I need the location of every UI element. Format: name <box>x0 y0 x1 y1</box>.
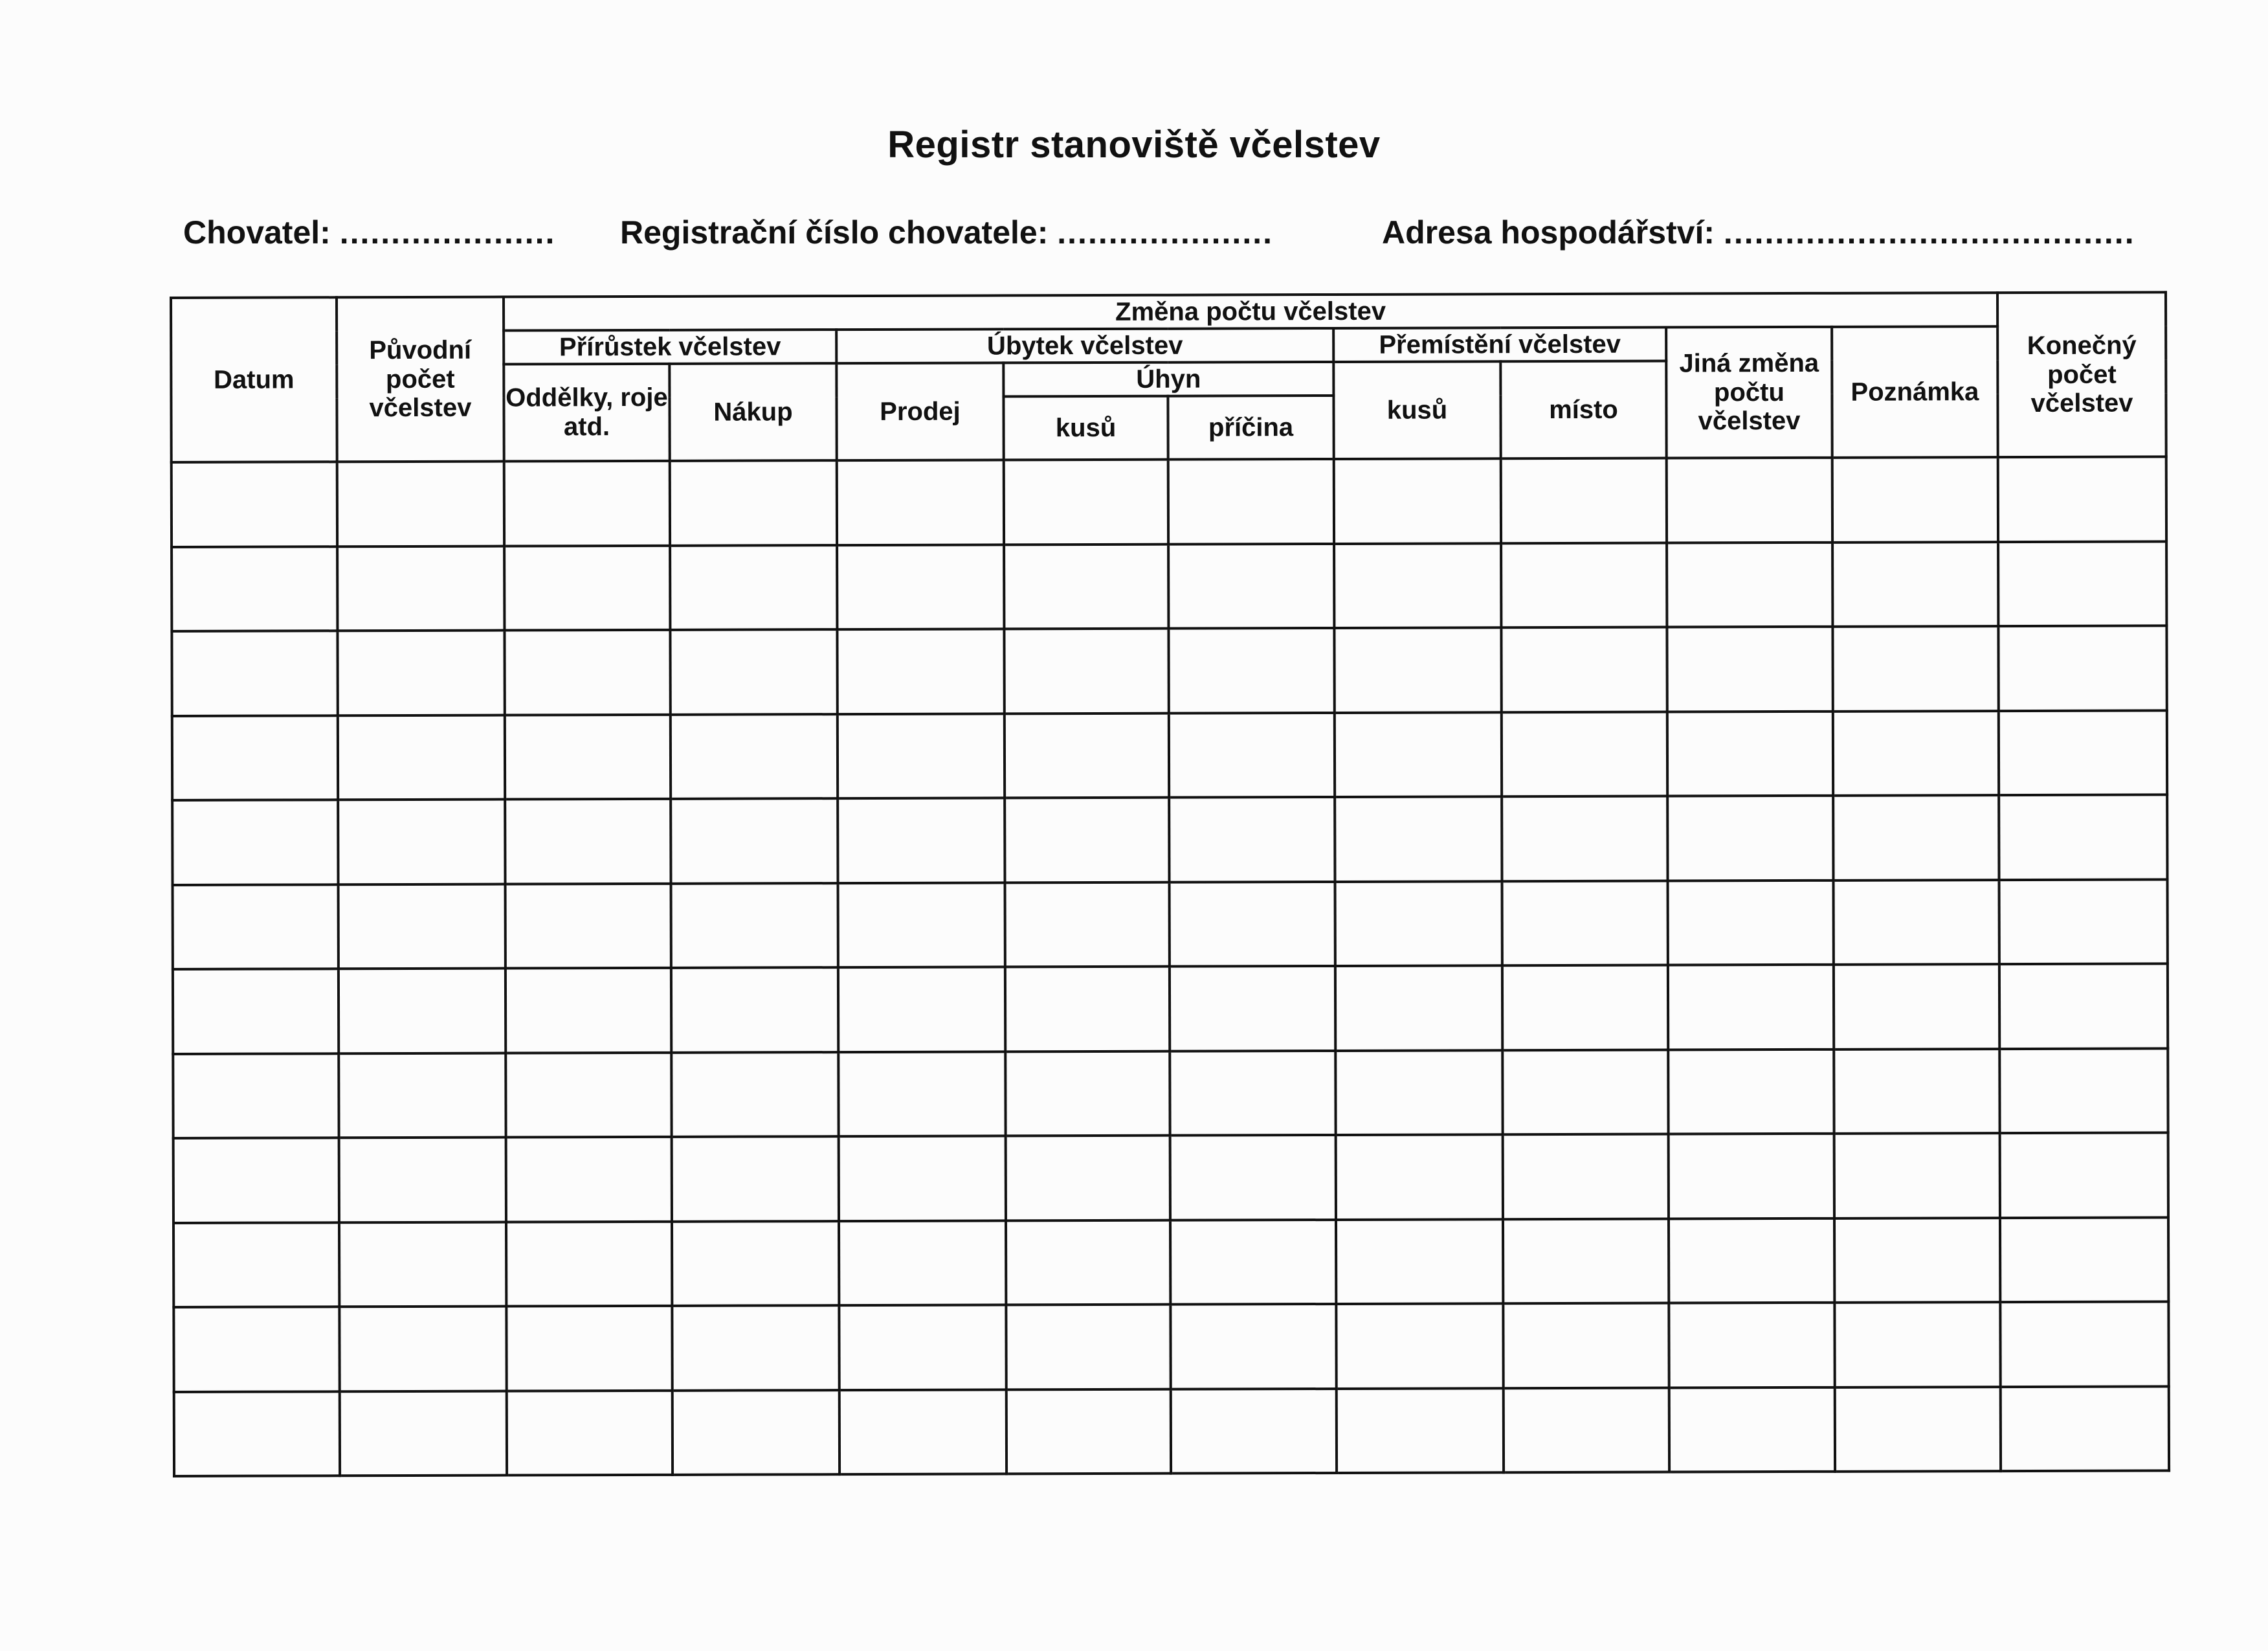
table-cell[interactable] <box>1168 459 1334 544</box>
table-cell[interactable] <box>1171 1388 1337 1473</box>
table-cell[interactable] <box>1669 1134 1834 1219</box>
table-cell[interactable] <box>1004 544 1168 629</box>
header-prirustek: Přírůstek včelstev <box>504 330 836 364</box>
header-konecny-pocet: Konečný počet včelstev <box>1997 292 2166 457</box>
farm-address-blank[interactable]: ........................................ <box>1723 214 2135 251</box>
header-jina-zmena: Jiná změna počtu včelstev <box>1666 327 1832 458</box>
table-cell[interactable] <box>1502 1050 1668 1134</box>
table-row <box>173 1217 2168 1307</box>
header-oddelky: Oddělky, roje atd. <box>504 364 669 462</box>
table-cell[interactable] <box>1998 541 2166 626</box>
header-prodej: Prodej <box>836 363 1003 460</box>
table-cell[interactable] <box>174 1391 340 1476</box>
table-cell[interactable] <box>173 1307 339 1391</box>
table-cell[interactable] <box>507 1390 673 1475</box>
table-row <box>172 625 2166 715</box>
chovatel-field[interactable] <box>183 214 555 251</box>
header-puvodni-pocet: Původní počet včelstev <box>337 297 504 462</box>
table-cell[interactable] <box>1667 627 1832 712</box>
table-cell[interactable] <box>1998 625 2166 710</box>
table-cell[interactable] <box>1501 543 1667 627</box>
table-cell[interactable] <box>506 968 671 1053</box>
table-cell[interactable] <box>338 715 505 800</box>
table-cell[interactable] <box>173 1222 339 1307</box>
header-ubytek: Úbytek včelstev <box>836 328 1333 363</box>
table-cell[interactable] <box>1502 881 1668 965</box>
table-cell[interactable] <box>670 629 837 714</box>
registration-number-label: Registrační číslo chovatele: <box>620 214 1049 251</box>
table-cell[interactable] <box>1669 1303 1834 1387</box>
table-cell[interactable] <box>1832 457 1998 542</box>
table-row <box>173 1301 2168 1391</box>
table-cell[interactable] <box>1999 794 2167 879</box>
chovatel-label: Chovatel: <box>183 214 331 251</box>
table-cell[interactable] <box>1336 1303 1503 1388</box>
table-row <box>172 794 2167 884</box>
table-cell[interactable] <box>1336 1134 1503 1219</box>
table-cell[interactable] <box>337 546 504 631</box>
registration-number-field[interactable] <box>620 214 1273 251</box>
table-cell[interactable] <box>339 969 506 1053</box>
table-cell[interactable] <box>1005 967 1170 1051</box>
table-cell[interactable] <box>2000 1217 2168 1302</box>
table-cell[interactable] <box>671 883 838 968</box>
table-cell[interactable] <box>1502 796 1667 881</box>
farm-address-label: Adresa hospodářství: <box>1382 214 1715 251</box>
table-cell[interactable] <box>839 1305 1006 1389</box>
table-cell[interactable] <box>1832 542 1998 627</box>
table-row <box>173 963 2168 1053</box>
table-cell[interactable] <box>1005 1051 1170 1136</box>
table-row <box>172 710 2167 800</box>
header-uhyn-pricina: příčina <box>1168 396 1333 460</box>
table-cell[interactable] <box>1005 798 1169 882</box>
table-cell[interactable] <box>837 460 1004 545</box>
table-cell[interactable] <box>838 798 1005 882</box>
table-row <box>172 456 2166 546</box>
table-cell[interactable] <box>1833 795 1999 880</box>
table-cell[interactable] <box>1834 964 1999 1049</box>
table-cell[interactable] <box>839 1389 1006 1474</box>
table-cell[interactable] <box>172 546 337 631</box>
header-premisteni-kusu: kusů <box>1333 361 1500 459</box>
table-cell[interactable] <box>1667 711 1833 796</box>
table-cell[interactable] <box>1335 796 1502 881</box>
table-cell[interactable] <box>2000 1132 2168 1217</box>
table-cell[interactable] <box>1170 1135 1336 1220</box>
table-cell[interactable] <box>670 545 837 630</box>
table-cell[interactable] <box>505 714 671 799</box>
table-cell[interactable] <box>1170 966 1335 1051</box>
table-cell[interactable] <box>1834 880 1999 965</box>
table-cell[interactable] <box>172 800 338 884</box>
register-table <box>170 291 2170 1477</box>
table-cell[interactable] <box>337 631 504 715</box>
table-cell[interactable] <box>1999 1048 2168 1133</box>
table-cell[interactable] <box>1999 710 2167 795</box>
table-cell[interactable] <box>2001 1386 2169 1471</box>
table-cell[interactable] <box>506 1052 671 1137</box>
header-poznamka: Poznámka <box>1832 326 1998 458</box>
table-cell[interactable] <box>505 799 671 884</box>
header-zmena-poctu: Změna počtu včelstev <box>504 293 1997 330</box>
table-cell[interactable] <box>1999 963 2168 1048</box>
table-cell[interactable] <box>337 462 504 546</box>
table-cell[interactable] <box>173 1053 339 1138</box>
page-title: Registr stanoviště včelstev <box>887 124 1381 166</box>
table-cell[interactable] <box>340 1391 507 1476</box>
table-cell[interactable] <box>504 461 670 546</box>
table-cell[interactable] <box>1502 965 1668 1050</box>
table-cell[interactable] <box>837 545 1004 629</box>
table-cell[interactable] <box>339 1307 506 1391</box>
table-cell[interactable] <box>839 1136 1006 1220</box>
table-cell[interactable] <box>670 460 837 545</box>
table-cell[interactable] <box>1834 1218 2000 1303</box>
table-cell[interactable] <box>1835 1387 2001 1472</box>
table-cell[interactable] <box>1501 458 1667 543</box>
table-cell[interactable] <box>506 1137 672 1222</box>
table-row <box>173 1132 2168 1222</box>
table-cell[interactable] <box>1667 458 1832 543</box>
table-cell[interactable] <box>671 798 838 883</box>
table-cell[interactable] <box>1006 1136 1170 1220</box>
table-cell[interactable] <box>172 631 337 715</box>
table-row <box>173 879 2168 969</box>
table-cell[interactable] <box>1335 712 1502 797</box>
table-cell[interactable] <box>1669 1218 1834 1303</box>
table-cell[interactable] <box>1832 626 1998 711</box>
table-cell[interactable] <box>1834 1133 2000 1218</box>
registration-number-blank[interactable]: ..................... <box>1057 214 1273 251</box>
table-cell[interactable] <box>506 1221 672 1306</box>
header-uhyn: Úhyn <box>1003 362 1333 396</box>
header-uhyn-kusu: kusů <box>1003 396 1168 460</box>
table-cell[interactable] <box>1667 796 1833 881</box>
table-cell[interactable] <box>1004 460 1168 545</box>
table-cell[interactable] <box>1170 881 1335 966</box>
table-cell[interactable] <box>838 882 1005 967</box>
header-premisteni-misto: místo <box>1500 361 1666 459</box>
table-cell[interactable] <box>173 969 339 1053</box>
table-cell[interactable] <box>1334 627 1501 712</box>
table-cell[interactable] <box>1168 628 1334 713</box>
table-cell[interactable] <box>173 884 339 969</box>
table-cell[interactable] <box>671 714 838 799</box>
table-cell[interactable] <box>1169 712 1335 797</box>
table-cell[interactable] <box>1502 712 1667 796</box>
table-cell[interactable] <box>1834 1302 2000 1387</box>
header-premisteni: Přemístění včelstev <box>1333 328 1666 362</box>
table-cell[interactable] <box>506 883 671 968</box>
table-cell[interactable] <box>1501 627 1667 712</box>
table-cell[interactable] <box>1006 1389 1171 1474</box>
table-cell[interactable] <box>1006 1220 1170 1305</box>
table-cell[interactable] <box>1170 1304 1336 1389</box>
table-cell[interactable] <box>1335 1050 1502 1135</box>
table-cell[interactable] <box>1503 1134 1669 1219</box>
table-cell[interactable] <box>1998 456 2166 541</box>
table-cell[interactable] <box>673 1390 839 1475</box>
table-cell[interactable] <box>1005 882 1170 967</box>
table-cell[interactable] <box>1999 879 2168 964</box>
table-cell[interactable] <box>1668 880 1834 965</box>
table-cell[interactable] <box>339 884 506 969</box>
table-cell[interactable] <box>173 1138 339 1222</box>
table-cell[interactable] <box>672 1136 839 1221</box>
table-cell[interactable] <box>172 462 337 546</box>
table-cell[interactable] <box>838 713 1005 798</box>
table-cell[interactable] <box>1668 1049 1834 1134</box>
table-cell[interactable] <box>339 1222 506 1307</box>
chovatel-blank[interactable]: ..................... <box>339 214 556 251</box>
table-cell[interactable] <box>1503 1303 1669 1388</box>
table-row <box>174 1386 2169 1476</box>
header-datum: Datum <box>171 297 337 462</box>
farm-address-field[interactable] <box>1382 214 2135 251</box>
table-cell[interactable] <box>504 630 670 715</box>
table-cell[interactable] <box>1335 965 1502 1050</box>
table-cell[interactable] <box>1669 1387 1835 1472</box>
table-cell[interactable] <box>1668 965 1834 1050</box>
table-cell[interactable] <box>1334 458 1501 543</box>
table-cell[interactable] <box>339 1053 506 1138</box>
table-row <box>173 1048 2168 1138</box>
table-cell[interactable] <box>1337 1388 1504 1473</box>
table-header <box>171 292 2166 462</box>
table-cell[interactable] <box>1168 543 1334 628</box>
table-cell[interactable] <box>672 1305 839 1390</box>
table-row <box>172 541 2166 631</box>
table-cell[interactable] <box>1667 542 1832 627</box>
table-cell[interactable] <box>672 1221 839 1306</box>
table-cell[interactable] <box>838 967 1005 1051</box>
table-cell[interactable] <box>506 1306 672 1391</box>
table-cell[interactable] <box>1503 1219 1669 1303</box>
table-cell[interactable] <box>338 800 505 884</box>
table-cell[interactable] <box>1005 713 1169 798</box>
table-cell[interactable] <box>2000 1301 2168 1386</box>
table-cell[interactable] <box>1006 1305 1170 1389</box>
table-cell[interactable] <box>1334 543 1501 628</box>
table-cell[interactable] <box>1170 1219 1336 1304</box>
table-cell[interactable] <box>1834 1049 1999 1134</box>
table-cell[interactable] <box>339 1138 506 1222</box>
table-cell[interactable] <box>1335 881 1502 966</box>
table-body <box>172 456 2169 1476</box>
table-cell[interactable] <box>1504 1387 1669 1472</box>
table-cell[interactable] <box>1169 797 1335 882</box>
table-cell[interactable] <box>1833 711 1999 796</box>
header-nakup: Nákup <box>669 363 836 461</box>
table-cell[interactable] <box>504 545 670 630</box>
table-cell[interactable] <box>1336 1219 1503 1304</box>
table-cell[interactable] <box>1004 629 1168 713</box>
table-cell[interactable] <box>671 967 838 1052</box>
table-cell[interactable] <box>172 715 338 800</box>
table-cell[interactable] <box>838 1051 1005 1136</box>
table-cell[interactable] <box>839 1220 1006 1305</box>
table-cell[interactable] <box>1170 1050 1335 1135</box>
table-cell[interactable] <box>671 1052 838 1137</box>
table-cell[interactable] <box>837 629 1004 713</box>
